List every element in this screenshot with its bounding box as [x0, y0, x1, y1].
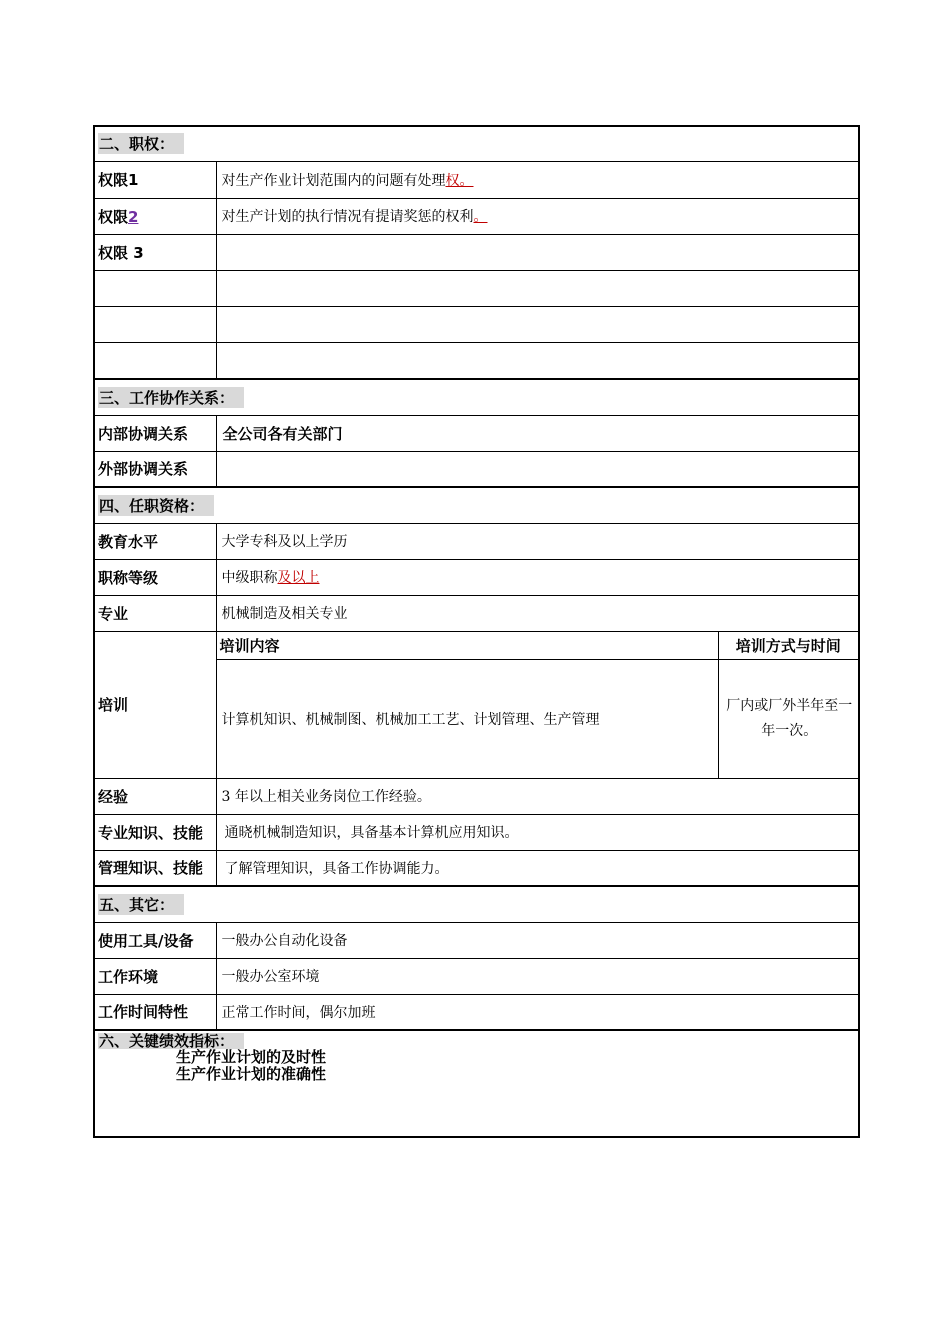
authority-row-empty	[94, 270, 859, 306]
row-value: 正常工作时间，偶尔加班	[216, 994, 859, 1030]
row-value: 了解管理知识，具备工作协调能力。	[216, 850, 859, 886]
section-title: 五、其它：	[98, 894, 184, 915]
skill-row	[94, 814, 859, 850]
row-value	[216, 234, 859, 270]
authority-row-1	[94, 161, 859, 198]
revision-tail: 。	[473, 209, 488, 225]
experience-row	[94, 778, 859, 814]
row-label: 工作时间特性	[94, 994, 216, 1030]
environment-row	[94, 958, 859, 994]
training-method: 厂内或厂外半年至一年一次。	[718, 659, 859, 778]
internal-coordination-row	[94, 415, 859, 451]
work-time-row	[94, 994, 859, 1030]
row-value	[216, 451, 859, 487]
row-value: 机械制造及相关专业	[216, 595, 859, 631]
section-title: 六、关键绩效指标：	[98, 1033, 244, 1049]
section-authority-header	[94, 126, 859, 161]
section-collaboration-header	[94, 379, 859, 415]
row-label: 专业	[94, 595, 216, 631]
revision-tail: 。	[459, 172, 474, 189]
row-value: 中级职称	[221, 570, 278, 586]
education-row	[94, 523, 859, 559]
row-label: 使用工具/设备	[94, 922, 216, 958]
management-row	[94, 850, 859, 886]
row-label: 管理知识、技能	[94, 850, 216, 886]
section-other-header	[94, 886, 859, 922]
row-label: 外部协调关系	[94, 451, 216, 487]
section-qualification-header	[94, 487, 859, 523]
kpi-item: 生产作业计划的准确性	[176, 1065, 327, 1083]
tools-row	[94, 922, 859, 958]
authority-row-2	[94, 198, 859, 234]
row-value: 对生产计划的执行情况有提请奖惩的权利	[221, 209, 474, 225]
training-method-header: 培训方式与时间	[718, 631, 859, 659]
row-label: 职称等级	[94, 559, 216, 595]
row-value: 一般办公自动化设备	[216, 922, 859, 958]
row-number: 1	[128, 171, 139, 189]
training-content-header: 培训内容	[216, 631, 718, 659]
revision-mark: 权	[445, 172, 460, 189]
section-title: 四、任职资格：	[98, 495, 214, 516]
row-label: 专业知识、技能	[94, 814, 216, 850]
row-number: 2	[128, 207, 139, 226]
row-label: 经验	[94, 778, 216, 814]
row-value: 对生产作业计划范围内的问题有处理	[221, 172, 446, 189]
authority-row-empty	[94, 306, 859, 342]
authority-row-3	[94, 234, 859, 270]
kpi-item: 生产作业计划的及时性	[176, 1048, 327, 1066]
row-label: 权限	[98, 207, 129, 226]
training-content: 计算机知识、机械制图、机械加工工艺、计划管理、生产管理	[216, 659, 718, 778]
row-value: 3 年以上相关业务岗位工作经验。	[216, 778, 859, 814]
row-label: 权限 3	[94, 234, 216, 270]
row-label: 内部协调关系	[94, 415, 216, 451]
section-title: 二、职权：	[98, 133, 184, 154]
section-kpi	[94, 1030, 859, 1137]
authority-row-empty	[94, 342, 859, 379]
row-label: 教育水平	[94, 523, 216, 559]
training-header-row	[94, 631, 859, 659]
job-description-form	[93, 125, 858, 1138]
section-title: 三、工作协作关系：	[98, 387, 244, 408]
form-table	[93, 125, 860, 1138]
row-label: 工作环境	[94, 958, 216, 994]
kpi-list	[98, 1049, 855, 1083]
row-value: 一般办公室环境	[216, 958, 859, 994]
row-label: 权限	[98, 171, 129, 189]
row-value: 全公司各有关部门	[216, 415, 859, 451]
row-value: 通晓机械制造知识，具备基本计算机应用知识。	[216, 814, 859, 850]
revision-mark: 及以上	[277, 570, 320, 586]
row-label: 培训	[94, 631, 216, 778]
row-value: 大学专科及以上学历	[216, 523, 859, 559]
external-coordination-row	[94, 451, 859, 487]
major-row	[94, 595, 859, 631]
title-level-row	[94, 559, 859, 595]
